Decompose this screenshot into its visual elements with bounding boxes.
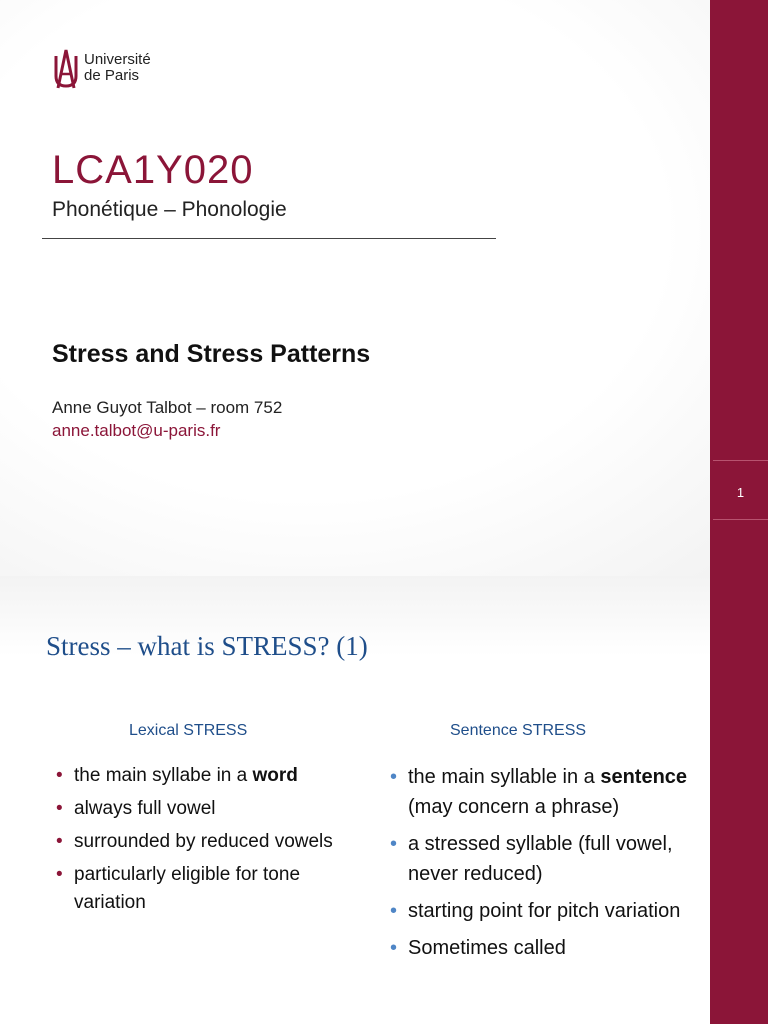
page-number (713, 460, 768, 520)
bullet-bold: word (252, 765, 298, 786)
author: Anne Guyot Talbot – room 752 (52, 398, 283, 417)
bullet-text: the main syllabe in a (74, 765, 253, 786)
bullet-text: starting point for pitch variation (408, 900, 681, 922)
list-item (388, 829, 688, 889)
bullet-text-post: (may concern a phrase) (408, 796, 620, 818)
bullet-text: surrounded by reduced vowels (74, 831, 333, 852)
author-email[interactable]: anne.talbot@u-paris.fr (52, 421, 221, 440)
list-item (54, 795, 334, 823)
bullet-text: always full vowel (74, 798, 216, 819)
logo-line-2: de Paris (84, 67, 140, 84)
logo-line-1: Université (84, 51, 151, 68)
divider (42, 238, 496, 239)
list-item (388, 762, 688, 822)
universite-de-paris-logo-icon (52, 44, 82, 90)
slide-title: Stress – what is STRESS? (1) (46, 631, 368, 661)
list-item (54, 828, 334, 856)
lexical-stress-heading: Lexical STRESS (129, 722, 248, 739)
bullet-bold: sentence (600, 766, 688, 788)
content-slide (0, 576, 768, 1024)
course-subtitle: Phonétique – Phonologie (52, 198, 287, 221)
list-item (54, 762, 334, 790)
list-item (388, 896, 688, 926)
list-item (54, 861, 334, 917)
sentence-bullet-list (388, 762, 688, 963)
sentence-stress-heading: Sentence STRESS (450, 722, 587, 739)
university-logo (52, 44, 212, 94)
course-code: LCA1Y020 (52, 148, 254, 192)
sentence-stress-column (388, 762, 688, 970)
bullet-text: a stressed syllable (full vowel, never reduced) (408, 833, 673, 885)
side-bar (710, 576, 768, 1024)
lexical-stress-column (54, 762, 334, 922)
talk-title: Stress and Stress Patterns (52, 340, 371, 368)
lexical-bullet-list (54, 762, 334, 917)
list-item (388, 933, 688, 963)
logo-text (84, 52, 151, 84)
page-number-value: 1 (736, 485, 745, 500)
bullet-text: the main syllable in a (408, 766, 601, 788)
bullet-text: Sometimes called (408, 937, 566, 959)
bullet-text: particularly eligible for tone variation (74, 864, 301, 913)
